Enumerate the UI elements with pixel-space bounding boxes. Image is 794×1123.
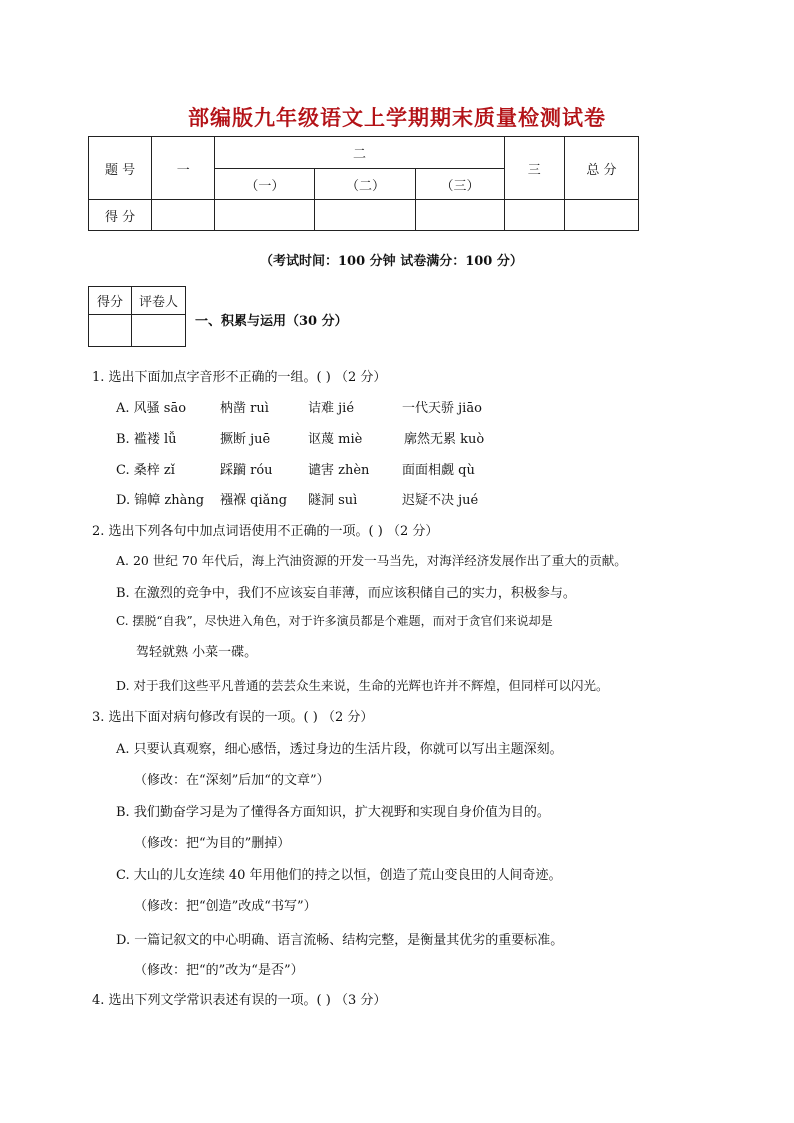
q1-option-b-4: 廓然无累 kuò — [404, 432, 485, 447]
part-three-header: 三 — [504, 137, 564, 200]
exam-info: （考试时间：100 分钟 试卷满分：100 分） — [260, 254, 523, 269]
part-two-header: 二 — [215, 137, 504, 169]
score-cell-total — [564, 200, 638, 231]
sub-part-two: （二） — [315, 169, 416, 200]
score-row-label: 得 分 — [89, 200, 152, 231]
q1-option-c-2: 踩躏 róu — [220, 463, 273, 478]
q3-option-c-fix: （修改：把“创造”改成“书写”） — [134, 899, 317, 914]
score-cell-two-3 — [416, 200, 504, 231]
q3-option-a: A. 只要认真观察，细心感悟，透过身边的生活片段，你就可以写出主题深刻。 — [116, 742, 563, 757]
q1-option-a-3: 诘难 jié — [308, 401, 355, 416]
grader-score-label: 得分 — [89, 287, 132, 315]
q1-option-d-2: 襁褓 qiǎng — [220, 493, 288, 508]
q1-option-d-3: 隧洞 suì — [308, 493, 358, 508]
q3-option-c: C. 大山的儿女连续 40 年用他们的持之以恒，创造了荒山变良田的人间奇迹。 — [116, 868, 562, 883]
q4-stem: 4. 选出下列文学常识表述有误的一项。( ) （3 分） — [92, 993, 387, 1008]
q1-option-d-1: D. 锦幛 zhàng — [116, 493, 205, 508]
q1-option-a-1: A. 风骚 sāo — [116, 401, 187, 416]
q1-option-a-4: 一代天骄 jiāo — [402, 401, 482, 416]
q1-stem: 1. 选出下面加点字音形不正确的一组。( ) （2 分） — [92, 370, 387, 385]
q1-option-a-2: 枘凿 ruì — [220, 401, 269, 416]
grader-name-cell — [132, 315, 186, 347]
sub-part-three: （三） — [416, 169, 504, 200]
q2-option-a: A. 20 世纪 70 年代后，海上汽油资源的开发一马当先，对海洋经济发展作出了重大的贡献。 — [116, 553, 627, 568]
q3-option-b-fix: （修改：把“为目的”删掉） — [134, 836, 291, 851]
q1-option-b-2: 撅断 juē — [220, 432, 271, 447]
q2-option-c-line1: C. 摆脱“自我”，尽快进入角色，对于许多演员都是个难题，而对于贪官们来说却是 — [116, 614, 553, 628]
q1-option-d-4: 迟疑不决 jué — [402, 493, 479, 508]
exam-title: 部编版九年级语文上学期期末质量检测试卷 — [188, 106, 606, 130]
q3-option-d: D. 一篇记叙文的中心明确、语言流畅、结构完整，是衡量其优劣的重要标准。 — [116, 933, 564, 948]
q3-option-b: B. 我们勤奋学习是为了懂得各方面知识，扩大视野和实现自身价值为目的。 — [116, 805, 550, 820]
score-cell-two-1 — [215, 200, 315, 231]
grader-score-cell — [89, 315, 132, 347]
grader-table — [88, 286, 186, 347]
q2-option-b: B. 在激烈的竞争中，我们不应该妄自菲薄，而应该积储自己的实力，积极参与。 — [116, 586, 576, 601]
q2-stem: 2. 选出下列各句中加点词语使用不正确的一项。( ) （2 分） — [92, 524, 439, 539]
score-cell-two-2 — [315, 200, 416, 231]
q1-option-c-3: 谴害 zhèn — [308, 463, 370, 478]
section-one-heading: 一、积累与运用（30 分） — [195, 314, 348, 329]
q3-option-d-fix: （修改：把“的”改为“是否”） — [134, 963, 304, 978]
q2-option-c-line2: 驾轻就熟 小菜一碟。 — [136, 645, 258, 660]
q1-option-c-1: C. 桑梓 zǐ — [116, 463, 175, 478]
part-one-header: 一 — [152, 137, 215, 200]
q3-option-a-fix: （修改：在“深刻”后加“的文章”） — [134, 773, 330, 788]
total-score-header: 总 分 — [564, 137, 638, 200]
q3-stem: 3. 选出下面对病句修改有误的一项。( ) （2 分） — [92, 710, 374, 725]
q2-option-d: D. 对于我们这些平凡普通的芸芸众生来说，生命的光辉也许并不辉煌，但同样可以闪光。 — [116, 678, 609, 693]
q1-option-c-4: 面面相觑 qù — [402, 463, 475, 478]
grader-label: 评卷人 — [132, 287, 186, 315]
score-table — [88, 136, 639, 231]
score-cell-one — [152, 200, 215, 231]
q1-option-b-1: B. 褴褛 lǚ — [116, 432, 177, 447]
sub-part-one: （一） — [215, 169, 315, 200]
question-number-label: 题 号 — [89, 137, 152, 200]
score-cell-three — [504, 200, 564, 231]
q1-option-b-3: 讴蔑 miè — [308, 432, 363, 447]
